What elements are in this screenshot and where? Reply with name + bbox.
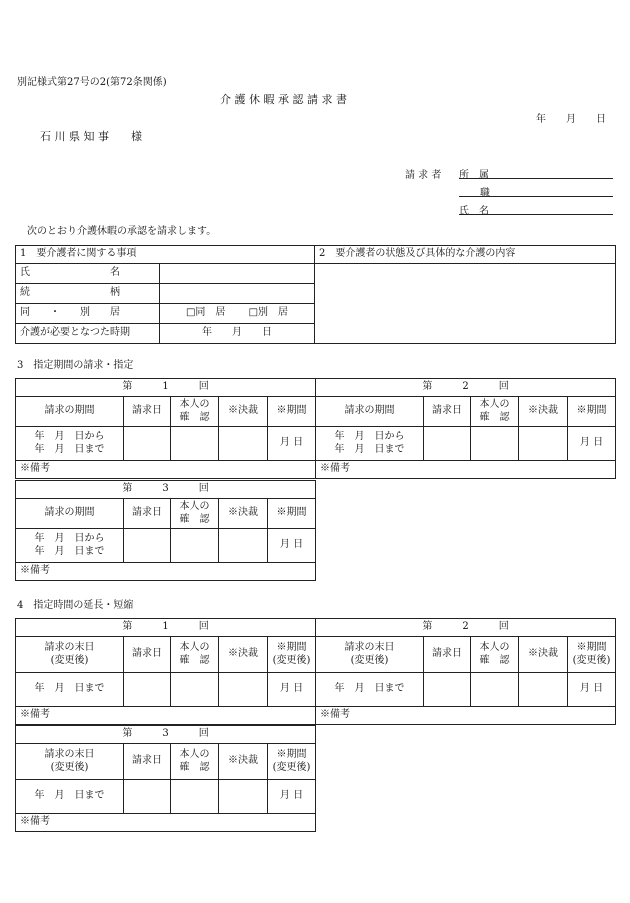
term-cell[interactable]: 月 日: [268, 673, 316, 707]
col-end-date: 請求の末日 (変更後): [16, 637, 124, 673]
addressee: 石 川 県 知 事 様: [40, 130, 142, 143]
section2-heading: 2 要介護者の状態及び具体的な介護の内容: [315, 246, 616, 264]
remarks-cell[interactable]: ※備考: [316, 707, 616, 725]
s3-round2-title: 第 2 回: [316, 379, 616, 397]
separate-option[interactable]: □別 居: [248, 307, 289, 319]
remarks-cell[interactable]: ※備考: [16, 563, 316, 581]
s4-round3-title: 第 3 回: [16, 726, 316, 744]
col-confirm: 本人の 確 認: [171, 637, 219, 673]
col-confirm: 本人の 確 認: [471, 397, 519, 427]
confirm-cell[interactable]: [471, 427, 519, 461]
col-term: ※期間: [568, 397, 616, 427]
s3-round1-table: [15, 378, 316, 479]
recipient-name-cell[interactable]: [160, 264, 315, 284]
cohabitation-label: 同 ・ 別 居: [16, 304, 160, 324]
s4-round1-table: [15, 618, 316, 725]
term-cell[interactable]: 月 日: [268, 780, 316, 814]
period-cell[interactable]: 年 月 日から 年 月 日まで: [316, 427, 424, 461]
document-title: 介 護 休 暇 承 認 請 求 書: [220, 93, 347, 106]
col-request-date: 請求日: [124, 499, 171, 529]
confirm-cell[interactable]: [171, 529, 219, 563]
col-confirm: 本人の 確 認: [171, 499, 219, 529]
affiliation-field-line[interactable]: [459, 178, 613, 179]
s3-round1-title: 第 1 回: [16, 379, 316, 397]
end-date-cell[interactable]: 年 月 日まで: [316, 673, 424, 707]
cohabit-option[interactable]: □同 居: [185, 307, 226, 319]
s3-round3-table: [15, 480, 316, 581]
col-decision: ※決裁: [519, 397, 568, 427]
remarks-cell[interactable]: ※備考: [316, 461, 616, 479]
s4-round1-title: 第 1 回: [16, 619, 316, 637]
col-confirm: 本人の 確 認: [171, 744, 219, 780]
period-cell[interactable]: 年 月 日から 年 月 日まで: [16, 529, 124, 563]
end-date-cell[interactable]: 年 月 日まで: [16, 780, 124, 814]
col-decision: ※決裁: [219, 637, 268, 673]
s4-round2-title: 第 2 回: [316, 619, 616, 637]
s3-round2-table: [315, 378, 616, 479]
section4-heading: 4 指定時間の延長・短縮: [17, 600, 134, 611]
col-request-date: 請求日: [124, 397, 171, 427]
cohabitation-options[interactable]: [160, 304, 315, 324]
intro-text: 次のとおり介護休暇の承認を請求します。: [27, 226, 217, 237]
term-cell[interactable]: 月 日: [568, 673, 616, 707]
col-decision: ※決裁: [519, 637, 568, 673]
confirm-cell[interactable]: [171, 427, 219, 461]
col-request-date: 請求日: [424, 397, 471, 427]
requester-label: 請 求 者: [405, 170, 442, 181]
col-decision: ※決裁: [219, 499, 268, 529]
decision-cell[interactable]: [219, 529, 268, 563]
affiliation-label: 所 属: [459, 170, 489, 181]
period-cell[interactable]: 年 月 日から 年 月 日まで: [16, 427, 124, 461]
col-decision: ※決裁: [219, 397, 268, 427]
remarks-cell[interactable]: ※備考: [16, 707, 316, 725]
decision-cell[interactable]: [519, 673, 568, 707]
request-date-cell[interactable]: [124, 780, 171, 814]
section3-heading: 3 指定期間の請求・指定: [17, 360, 134, 371]
remarks-cell[interactable]: ※備考: [16, 814, 316, 832]
relationship-label: 続 柄: [16, 284, 160, 304]
confirm-cell[interactable]: [171, 673, 219, 707]
term-cell[interactable]: 月 日: [268, 529, 316, 563]
recipient-name-label: 氏 名: [16, 264, 160, 284]
col-request-date: 請求日: [124, 637, 171, 673]
col-confirm: 本人の 確 認: [171, 397, 219, 427]
request-date-cell[interactable]: [424, 427, 471, 461]
care-recipient-table: [15, 245, 616, 344]
request-date-cell[interactable]: [124, 427, 171, 461]
col-term: ※期間 (変更後): [268, 637, 316, 673]
care-start-date[interactable]: 年 月 日: [160, 324, 315, 344]
request-date-cell[interactable]: [124, 529, 171, 563]
col-period: 請求の期間: [16, 499, 124, 529]
col-request-date: 請求日: [124, 744, 171, 780]
name-field-line[interactable]: [459, 214, 613, 215]
col-end-date: 請求の末日 (変更後): [316, 637, 424, 673]
decision-cell[interactable]: [519, 427, 568, 461]
position-label: 職: [480, 188, 490, 199]
remarks-cell[interactable]: ※備考: [16, 461, 316, 479]
s3-round3-title: 第 3 回: [16, 481, 316, 499]
s4-round2-table: [315, 618, 616, 725]
care-start-label: 介護が必要となつた時期: [16, 324, 160, 344]
col-term: ※期間 (変更後): [268, 744, 316, 780]
term-cell[interactable]: 月 日: [568, 427, 616, 461]
request-date-cell[interactable]: [124, 673, 171, 707]
request-date-cell[interactable]: [424, 673, 471, 707]
col-request-date: 請求日: [424, 637, 471, 673]
col-period: 請求の期間: [316, 397, 424, 427]
relationship-cell[interactable]: [160, 284, 315, 304]
name-label: 氏 名: [459, 206, 489, 217]
section1-heading: 1 要介護者に関する事項: [16, 246, 315, 264]
col-end-date: 請求の末日 (変更後): [16, 744, 124, 780]
decision-cell[interactable]: [219, 673, 268, 707]
confirm-cell[interactable]: [171, 780, 219, 814]
date-line: 年 月 日: [536, 114, 606, 125]
col-confirm: 本人の 確 認: [471, 637, 519, 673]
decision-cell[interactable]: [219, 427, 268, 461]
col-term: ※期間: [268, 499, 316, 529]
s4-round3-table: [15, 725, 316, 832]
term-cell[interactable]: 月 日: [268, 427, 316, 461]
col-period: 請求の期間: [16, 397, 124, 427]
col-term: ※期間 (変更後): [568, 637, 616, 673]
end-date-cell[interactable]: 年 月 日まで: [16, 673, 124, 707]
col-decision: ※決裁: [219, 744, 268, 780]
confirm-cell[interactable]: [471, 673, 519, 707]
decision-cell[interactable]: [219, 780, 268, 814]
form-number: 別記様式第27号の2(第72条関係): [17, 77, 167, 88]
col-term: ※期間: [268, 397, 316, 427]
position-field-line[interactable]: [459, 196, 613, 197]
care-details-cell[interactable]: [315, 264, 616, 344]
